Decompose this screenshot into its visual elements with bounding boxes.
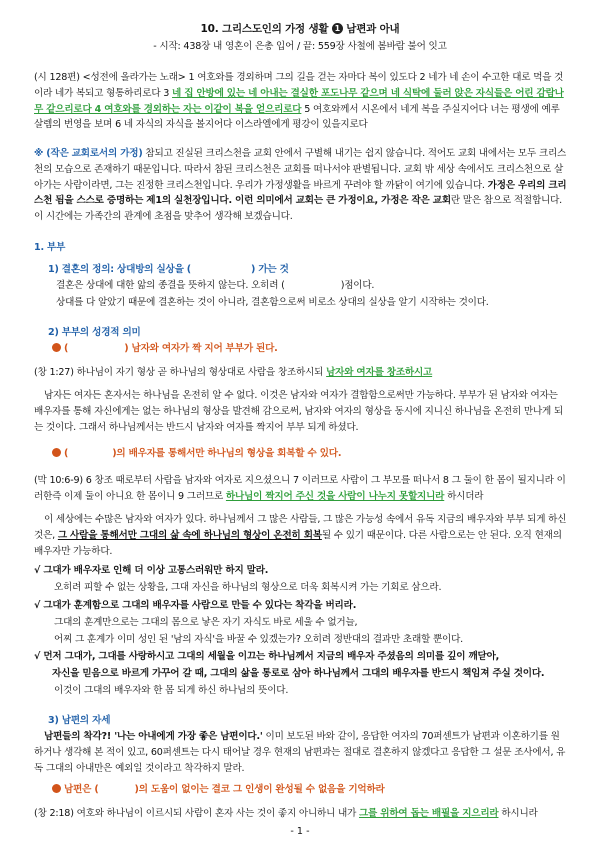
p2-a: 이 세상에는 수많은 남자와 여자가 있다. 하나님께서 그 많은 사람들, 그 많은 가능성 속에서 유독 지금의 배우자와 부부 되게 하신 것은,: [34, 514, 567, 541]
psalm-text-b: 먹을 것이라 네가 복되고 형통하리로다 3: [34, 72, 564, 99]
bullet-2: [52, 446, 568, 462]
check-2-text-2: 어찌 그 훈계가 이미 성인 된 '남의 자식'을 바꿀 수 있겠는가? 오히려 정반대의 결과만 초래할 뿐이다.: [54, 634, 463, 645]
title-prefix: 10. 그리스도인의 가정 생활: [200, 23, 329, 35]
definition-line-2: 상대를 다 알았기 때문에 결혼하는 것이 아니라, 결혼함으로써 비로소 상대의 실상을 알기 시작하는 것이다.: [56, 297, 489, 308]
psalm-text-a: (시 128편) <성전에 올라가는 노래> 1 여호와를 경외하며 그의 길을 걷는 자마다 복이 있도다 2 네가 네 손이 수고한 대로: [34, 72, 531, 83]
bullet3-a: 남편은 (: [64, 784, 99, 795]
note-text-1: 참되고 진실된 크리스천을 교회 안에서 구별해 내기는 쉽지 않습니다. 적어도 교회 내에서는 모두 크리스천의 모습으로 존재하기 때문입니다. 따라서 참된 크리스천은 교회를 떠나서야 판별됩니다. 교회 밖 세상 속에서도 크리스천으로 살아가는 사람이라면, 그는 진정한 크리스천입니다. 우리가 가정생활을 바르게 꾸려야 할 까닭이 여기에 있습니다.: [34, 148, 567, 191]
psalm-highlight: 네 집 안방에 있는 네 아내는 결실한 포도나무 같으며 네 식탁에 둘러 앉은 자식들은 어린 감람나무 같으리로다 4 여호와를 경외하는 자는 이같이 복을 얻으리로다: [34, 87, 564, 115]
heading-part-a: 1) 결혼의 정의: 상대방의 실상을 (: [48, 264, 191, 275]
husband-attitude-heading: 3) 남편의 자세: [48, 715, 111, 726]
gen218-text-b: 하시니라: [498, 808, 538, 819]
page-number: - 1 -: [290, 826, 310, 837]
line1-a: 결혼은 상대에 대한 앎의 종결을 뜻하지 않는다. 오히려 (: [56, 280, 285, 291]
bullet3-b: )의 도움이 없이는 결코 그 인생이 완성될 수 없음을 기억하라: [134, 784, 385, 795]
church-note-paragraph: [34, 146, 568, 225]
mark-text-a: (막 10:6-9) 6 창조 때로부터 사람을 남자와 여자로 지으셨으니 7 이러므로 사람이 그 부모를 떠나서 8 그 둘이 한 몸이 될지니라 이러한즉 이제 둘이 아니요 한 몸이니 9 그러므로: [34, 475, 566, 502]
p3-text: 이미 보도된 바와 같이, 응답한 여자의 70퍼센트가 남편과 이혼하기를 원하거나 생각해 본 적이 있고, 60퍼센트는 다시 태어날 경우 현재의 남편과는 절대로 결혼하지 않겠다고 응답한 그 설문 조사에서, 유독 그대의 아내만은 예외일 것이라고 착각하지 말라.: [34, 731, 566, 774]
biblical-meaning-heading: 2) 부부의 성경적 의미: [48, 327, 141, 338]
husband-paragraph: [34, 729, 568, 776]
check-3-a: √ 먼저 그대가, 그대를 사랑하시고 그대의 세월을 이끄는 하나님께서 지금의 배우자 주셨음의 의미를 깊이 깨닫아,: [34, 651, 500, 662]
heading-part-b: ) 가는 것: [251, 264, 289, 275]
orange-bullet-icon: [52, 343, 61, 352]
section-1-heading: 1. 부부: [34, 242, 66, 253]
paragraph-man-woman: 남자든 여자든 혼자서는 하나님을 온전히 알 수 없다. 이것은 남자와 여자가 결합함으로써만 가능하다. 부부가 된 남자와 여자는 배우자를 통해 자신에게는 없는 하나님의 형상을 발견해 감으로써, 남자와 여자의 형상을 동시에 지니신 하나님을 온전히 만나게 되는 것이다. 그래서 하나님께서는 반드시 남자와 여자를 짝지어 부부 되게 하셨다.: [34, 390, 564, 433]
bullet1-b: ) 남자와 여자가 짝 지어 부부가 된다.: [124, 343, 278, 354]
psalm-text-c: 5 여호와께서 시온에서 네게 복을 주실지어다 너는 평생에 예루살렘의 번영을 보며 6 네 자식의 자식을 볼지어다 이스라엘에게 평강이 있을지로다: [34, 103, 560, 131]
p3-bold: 남편들의 착각?! '나는 아내에게 가장 좋은 남편이다.': [44, 731, 263, 742]
psalm-128-paragraph: [34, 70, 568, 133]
marriage-definition-heading: [48, 262, 568, 278]
note-label: ※ (작은 교회로서의 가정): [34, 148, 143, 159]
title-number-badge: 1: [332, 23, 343, 34]
bullet-1: [52, 341, 568, 357]
doc-subtitle: - 시작: 438장 내 영혼이 은총 입어 / 끝: 559장 사철에 봄바람 불어 잇고: [153, 41, 447, 52]
check-1-text: 오히려 피할 수 없는 상황을, 그대 자신을 하나님의 형상으로 더욱 회복시켜 가는 기회로 삼으라.: [54, 582, 442, 593]
doc-title: [0, 22, 600, 38]
genesis-2-18: [34, 806, 568, 822]
check-2: √ 그대가 훈계함으로 그대의 배우자를 사람으로 만들 수 있다는 착각을 버리라.: [34, 600, 357, 611]
bullet-3: [52, 782, 568, 798]
note-text-2: 가정은 우리의 크리스천 됨을 스스로 증명하는 제1의 실천장입니다. 이런 의미에서 교회는 큰 가정이요, 가정은 작은 교회: [34, 179, 567, 207]
line1-b: )점이다.: [340, 280, 375, 291]
check-3-text: 이것이 그대의 배우자와 한 몸 되게 하신 하나님의 뜻이다.: [54, 685, 289, 696]
definition-line-1: [56, 278, 568, 294]
mark-10-6-9: [34, 473, 568, 505]
p2-underlined: 그 사람을 통해서만 그대의 삶 속에 하나님의 형상이 온전히 회복: [57, 529, 322, 541]
gen127-highlight: 남자와 여자를 창조하시고: [326, 367, 433, 378]
bullet1-a: (: [64, 343, 69, 354]
check-3-b: 자신을 믿음으로 바르게 가꾸어 갈 때, 그대의 삶을 통로로 삼아 하나님께서 그대의 배우자를 반드시 책임져 주실 것이다.: [52, 668, 545, 679]
bullet2-a: (: [64, 448, 69, 459]
mark-text-b: 하시더라: [444, 490, 484, 502]
orange-bullet-icon: [52, 448, 61, 457]
gen218-text-a: (창 2:18) 여호와 하나님이 이르시되 사람이 혼자 사는 것이 좋지 아니하니 내가: [34, 808, 359, 819]
genesis-1-27: [34, 365, 568, 381]
check-2-text-1: 그대의 훈계만으로는 그대의 몸으로 낳은 자기 자식도 바로 세울 수 없거늘,: [54, 617, 358, 628]
title-suffix: 남편과 아내: [346, 23, 400, 35]
bullet2-b: )의 배우자를 통해서만 하나님의 형상을 회복할 수 있다.: [112, 448, 342, 459]
check-1: √ 그대가 배우자로 인해 더 이상 고통스러워만 하지 말라.: [34, 565, 269, 576]
gen127-text: (창 1:27) 하나님이 자기 형상 곧 하나님의 형상대로 사람을 창조하시되: [34, 367, 327, 378]
orange-bullet-icon: [52, 784, 61, 793]
gen218-highlight: 그를 위하여 돕는 배필을 지으리라: [358, 808, 499, 819]
p2-b: 될 수 있기 때문이다. 다른 사람으로는 안 된다. 오직 현재의 배우자만 가능하다.: [34, 529, 562, 557]
note-text-3: 란 말은 참으로 적절합니다. 이 시간에는 가족간의 관계에 초점을 맞추어 생각해 보겠습니다.: [34, 195, 563, 223]
paragraph-spouse: [34, 512, 568, 559]
mark-highlight: 하나님이 짝지어 주신 것을 사람이 나누지 못할지니라: [225, 490, 445, 502]
